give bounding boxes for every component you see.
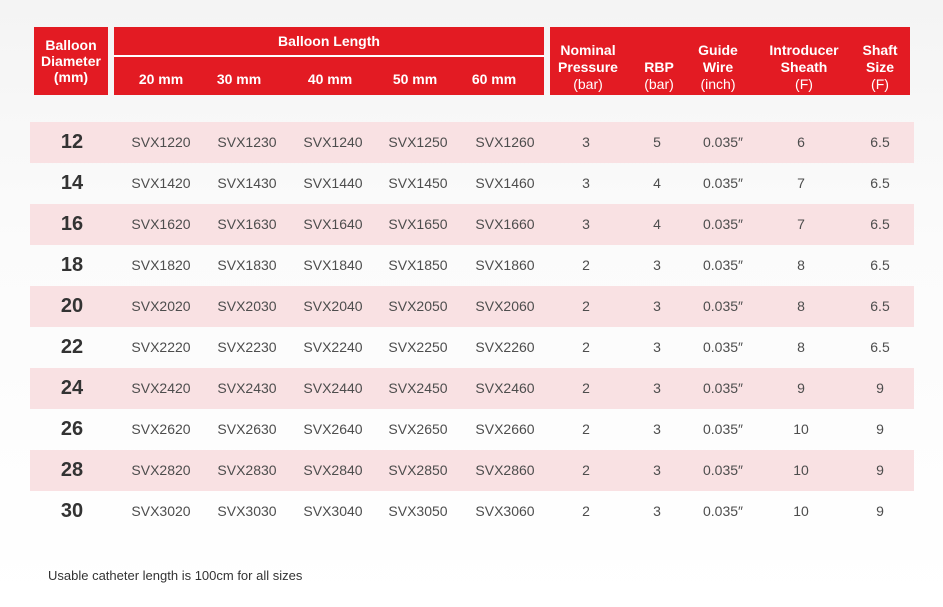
code-50mm-cell: SVX1650 (388, 216, 448, 232)
shaft-size-cell: 6.5 (870, 298, 890, 314)
nominal-pressure-cell: 2 (582, 503, 590, 519)
diameter-cell: 16 (60, 213, 84, 235)
introducer-sheath-cell: 7 (797, 216, 805, 232)
diameter-cell: 14 (60, 172, 84, 194)
table-row (30, 327, 914, 368)
guide-wire-cell: 0.035″ (703, 421, 743, 437)
shaft-size-cell: 9 (876, 503, 884, 519)
nominal-pressure-cell: 3 (582, 216, 590, 232)
code-20mm-cell: SVX2420 (131, 380, 191, 396)
code-20mm-cell: SVX1820 (131, 257, 191, 273)
diameter-cell: 22 (60, 336, 84, 358)
nominal-pressure-cell: 3 (582, 175, 590, 191)
table-row (30, 491, 914, 532)
code-60mm-cell: SVX1860 (475, 257, 535, 273)
nominal-pressure-cell: 2 (582, 462, 590, 478)
header-guide-wire (690, 42, 746, 93)
header-length-20mm: 20 mm (138, 71, 184, 87)
header-shaft-unit: (F) (871, 76, 889, 92)
code-30mm-cell: SVX3030 (217, 503, 277, 519)
shaft-size-cell: 6.5 (870, 134, 890, 150)
header-diameter-line3: (mm) (53, 69, 89, 85)
code-30mm-cell: SVX2230 (217, 339, 277, 355)
nominal-pressure-cell: 2 (582, 380, 590, 396)
introducer-sheath-cell: 7 (797, 175, 805, 191)
header-sheath-unit: (F) (795, 76, 813, 92)
code-60mm-cell: SVX2460 (475, 380, 535, 396)
table-row (30, 204, 914, 245)
shaft-size-cell: 6.5 (870, 339, 890, 355)
guide-wire-cell: 0.035″ (703, 216, 743, 232)
code-60mm-cell: SVX1260 (475, 134, 535, 150)
header-nominal-unit: (bar) (573, 76, 603, 92)
diameter-cell: 28 (60, 459, 84, 481)
header-shaft-line1: Shaft (862, 42, 898, 58)
code-60mm-cell: SVX1460 (475, 175, 535, 191)
guide-wire-cell: 0.035″ (703, 462, 743, 478)
table-row (30, 409, 914, 450)
code-60mm-cell: SVX2860 (475, 462, 535, 478)
header-length-50mm: 50 mm (392, 71, 438, 87)
code-60mm-cell: SVX2060 (475, 298, 535, 314)
rbp-cell: 3 (653, 380, 661, 396)
code-50mm-cell: SVX2250 (388, 339, 448, 355)
diameter-cell: 20 (60, 295, 84, 317)
table-row (30, 163, 914, 204)
code-50mm-cell: SVX2050 (388, 298, 448, 314)
code-30mm-cell: SVX1430 (217, 175, 277, 191)
code-40mm-cell: SVX1840 (303, 257, 363, 273)
shaft-size-cell: 9 (876, 421, 884, 437)
header-length-60mm: 60 mm (471, 71, 517, 87)
code-20mm-cell: SVX1420 (131, 175, 191, 191)
guide-wire-cell: 0.035″ (703, 134, 743, 150)
code-40mm-cell: SVX2240 (303, 339, 363, 355)
code-30mm-cell: SVX1230 (217, 134, 277, 150)
code-50mm-cell: SVX2450 (388, 380, 448, 396)
code-20mm-cell: SVX1220 (131, 134, 191, 150)
code-60mm-cell: SVX2660 (475, 421, 535, 437)
nominal-pressure-cell: 2 (582, 339, 590, 355)
table-row (30, 368, 914, 409)
guide-wire-cell: 0.035″ (703, 175, 743, 191)
code-20mm-cell: SVX2020 (131, 298, 191, 314)
header-sheath-line1: Introducer (769, 42, 839, 58)
code-40mm-cell: SVX1240 (303, 134, 363, 150)
nominal-pressure-cell: 2 (582, 421, 590, 437)
header-wire-line2: Wire (702, 59, 734, 75)
code-30mm-cell: SVX1830 (217, 257, 277, 273)
code-30mm-cell: SVX2430 (217, 380, 277, 396)
header-rbp (634, 42, 684, 93)
header-divider (114, 55, 544, 57)
code-20mm-cell: SVX2820 (131, 462, 191, 478)
diameter-cell: 18 (60, 254, 84, 276)
diameter-cell: 24 (60, 377, 84, 399)
code-50mm-cell: SVX1250 (388, 134, 448, 150)
code-20mm-cell: SVX1620 (131, 216, 191, 232)
introducer-sheath-cell: 6 (797, 134, 805, 150)
introducer-sheath-cell: 8 (797, 257, 805, 273)
rbp-cell: 3 (653, 339, 661, 355)
header-diameter-line1: Balloon (45, 37, 97, 53)
header-shaft-line2: Size (865, 59, 894, 75)
rbp-cell: 3 (653, 503, 661, 519)
code-60mm-cell: SVX3060 (475, 503, 535, 519)
code-30mm-cell: SVX2830 (217, 462, 277, 478)
header-balloon-diameter (34, 27, 108, 95)
introducer-sheath-cell: 10 (793, 462, 809, 478)
code-30mm-cell: SVX2630 (217, 421, 277, 437)
guide-wire-cell: 0.035″ (703, 380, 743, 396)
code-60mm-cell: SVX2260 (475, 339, 535, 355)
header-rbp-unit: (bar) (644, 76, 674, 92)
nominal-pressure-cell: 2 (582, 257, 590, 273)
introducer-sheath-cell: 8 (797, 298, 805, 314)
introducer-sheath-cell: 10 (793, 421, 809, 437)
code-30mm-cell: SVX1630 (217, 216, 277, 232)
header-nominal-line1: Nominal (560, 42, 616, 58)
footnote: Usable catheter length is 100cm for all sizes (48, 568, 303, 583)
header-wire-unit: (inch) (700, 76, 736, 92)
header-nominal-line2: Pressure (558, 59, 618, 75)
shaft-size-cell: 9 (876, 380, 884, 396)
rbp-cell: 4 (653, 175, 661, 191)
introducer-sheath-cell: 10 (793, 503, 809, 519)
header-shaft-size (854, 42, 906, 93)
code-30mm-cell: SVX2030 (217, 298, 277, 314)
header-rbp-line2: RBP (644, 59, 674, 75)
diameter-cell: 12 (60, 131, 84, 153)
code-20mm-cell: SVX2620 (131, 421, 191, 437)
diameter-cell: 30 (60, 500, 84, 522)
header-diameter-line2: Diameter (41, 53, 101, 69)
shaft-size-cell: 6.5 (870, 216, 890, 232)
rbp-cell: 3 (653, 462, 661, 478)
table-row (30, 245, 914, 286)
code-50mm-cell: SVX1850 (388, 257, 448, 273)
rbp-cell: 3 (653, 257, 661, 273)
code-20mm-cell: SVX2220 (131, 339, 191, 355)
header-wire-line1: Guide (698, 42, 738, 58)
introducer-sheath-cell: 8 (797, 339, 805, 355)
header-introducer-sheath (758, 42, 850, 93)
shaft-size-cell: 6.5 (870, 257, 890, 273)
guide-wire-cell: 0.035″ (703, 298, 743, 314)
guide-wire-cell: 0.035″ (703, 503, 743, 519)
nominal-pressure-cell: 2 (582, 298, 590, 314)
code-20mm-cell: SVX3020 (131, 503, 191, 519)
header-length-40mm: 40 mm (307, 71, 353, 87)
code-40mm-cell: SVX1640 (303, 216, 363, 232)
shaft-size-cell: 9 (876, 462, 884, 478)
code-50mm-cell: SVX3050 (388, 503, 448, 519)
table-row (30, 450, 914, 491)
rbp-cell: 5 (653, 134, 661, 150)
header-balloon-length-title: Balloon Length (278, 33, 380, 49)
guide-wire-cell: 0.035″ (703, 257, 743, 273)
header-sheath-line2: Sheath (780, 59, 828, 75)
shaft-size-cell: 6.5 (870, 175, 890, 191)
header-length-30mm: 30 mm (216, 71, 262, 87)
code-40mm-cell: SVX2840 (303, 462, 363, 478)
code-40mm-cell: SVX3040 (303, 503, 363, 519)
header-specs (550, 27, 910, 95)
code-40mm-cell: SVX1440 (303, 175, 363, 191)
table-row (30, 286, 914, 327)
rbp-cell: 3 (653, 421, 661, 437)
code-50mm-cell: SVX2850 (388, 462, 448, 478)
guide-wire-cell: 0.035″ (703, 339, 743, 355)
code-40mm-cell: SVX2040 (303, 298, 363, 314)
header-rbp-line1 (634, 42, 684, 59)
code-60mm-cell: SVX1660 (475, 216, 535, 232)
code-50mm-cell: SVX1450 (388, 175, 448, 191)
introducer-sheath-cell: 9 (797, 380, 805, 396)
rbp-cell: 3 (653, 298, 661, 314)
header-balloon-length (114, 27, 544, 95)
table-row (30, 122, 914, 163)
code-50mm-cell: SVX2650 (388, 421, 448, 437)
code-40mm-cell: SVX2440 (303, 380, 363, 396)
diameter-cell: 26 (60, 418, 84, 440)
code-40mm-cell: SVX2640 (303, 421, 363, 437)
header-nominal-pressure (552, 42, 624, 93)
nominal-pressure-cell: 3 (582, 134, 590, 150)
rbp-cell: 4 (653, 216, 661, 232)
